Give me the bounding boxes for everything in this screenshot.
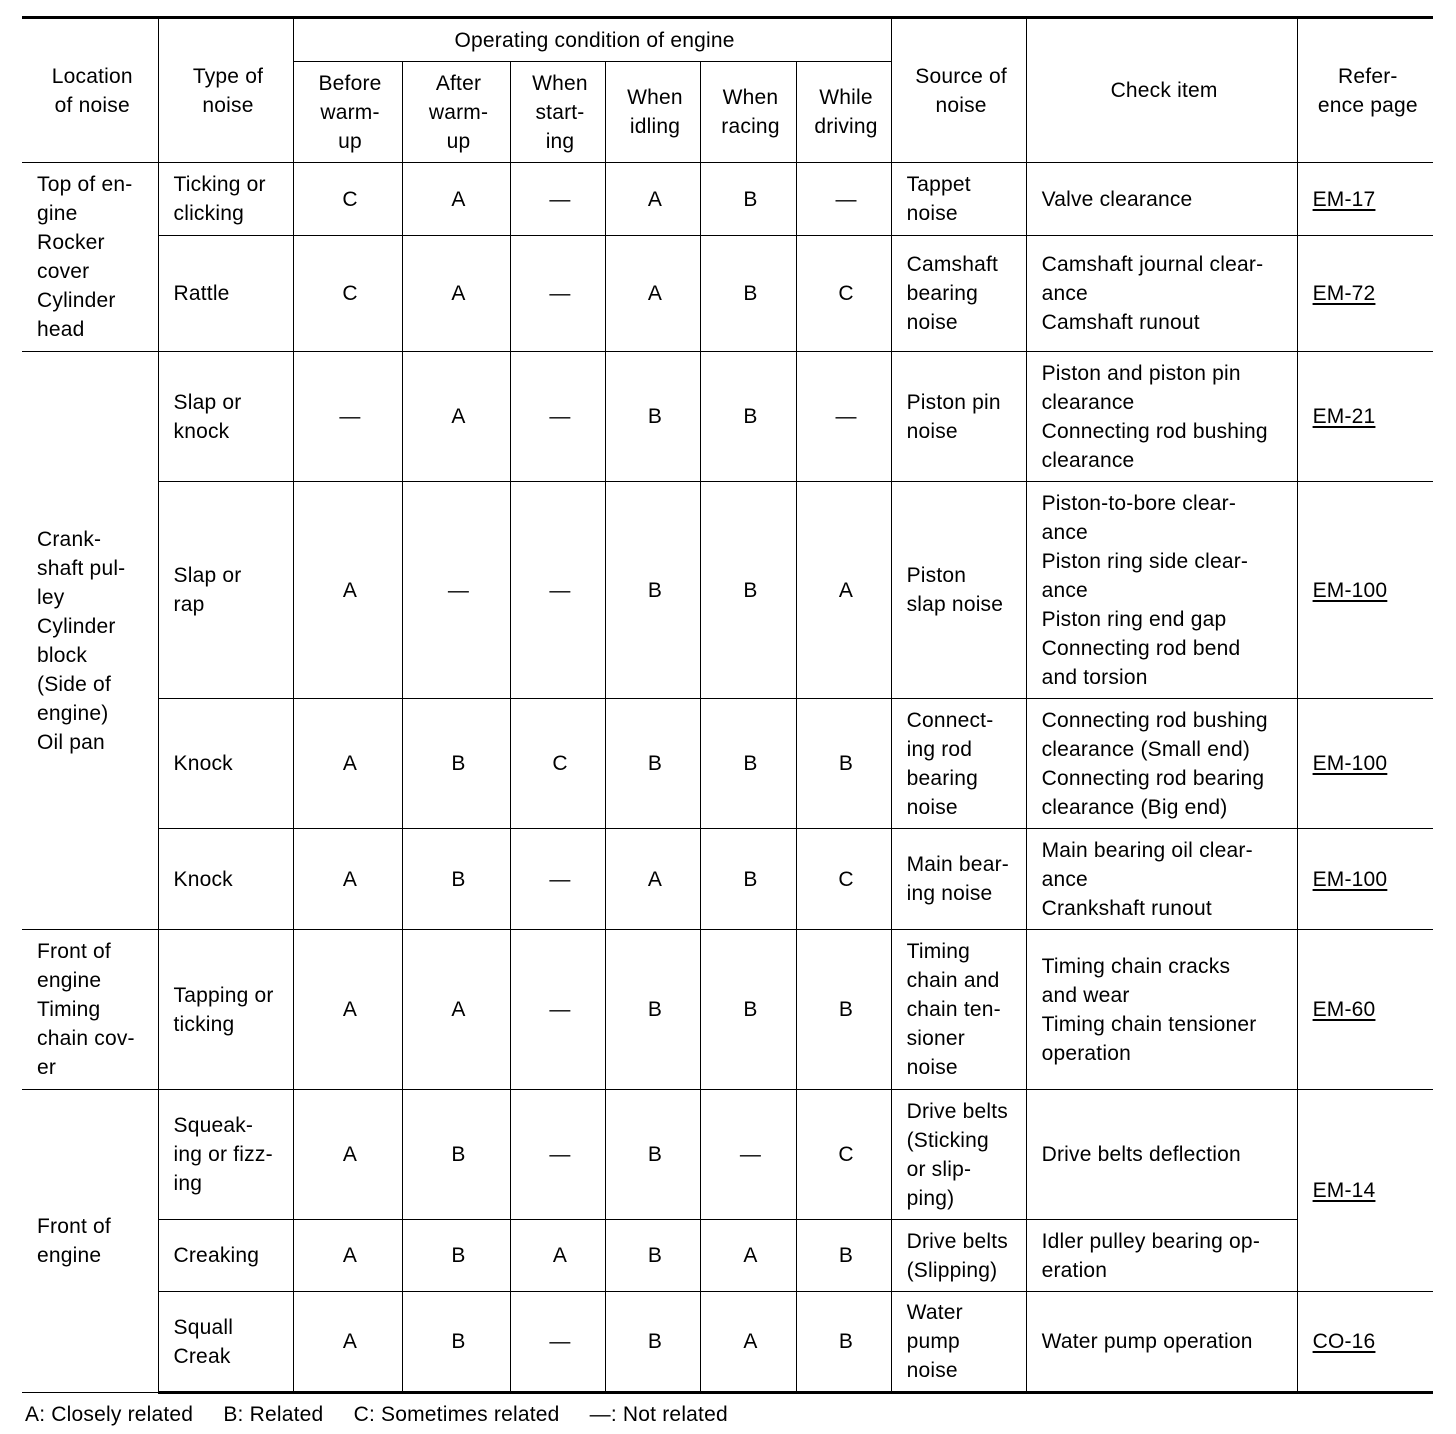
header-when-racing: When racing — [700, 62, 796, 163]
condition-cell: A — [402, 163, 510, 236]
noise-source-cell: Tappet noise — [891, 163, 1026, 236]
condition-cell: B — [700, 236, 796, 352]
check-item-cell: Idler pulley bearing op- eration — [1026, 1220, 1297, 1292]
condition-cell: — — [510, 1090, 605, 1220]
condition-cell: B — [700, 699, 796, 829]
condition-cell: A — [605, 236, 700, 352]
table-row — [22, 1090, 1433, 1220]
noise-type-cell: Rattle — [158, 236, 293, 352]
condition-cell: B — [402, 699, 510, 829]
header-location: Location of noise — [22, 18, 158, 163]
reference-page-cell — [1297, 1090, 1433, 1292]
noise-type-cell: Squeak- ing or fizz- ing — [158, 1090, 293, 1220]
header-type: Type of noise — [158, 18, 293, 163]
noise-source-cell: Piston slap noise — [891, 482, 1026, 699]
reference-page-cell — [1297, 482, 1433, 699]
condition-cell: A — [605, 163, 700, 236]
condition-cell: B — [700, 163, 796, 236]
header-check-item: Check item — [1026, 18, 1297, 163]
condition-cell: B — [605, 1090, 700, 1220]
check-item-cell: Piston-to-bore clear- ance Piston ring side clear- ance Piston ring end gap Connecting rod bend and torsion — [1026, 482, 1297, 699]
condition-cell: — — [510, 1292, 605, 1393]
check-item-cell: Drive belts deflection — [1026, 1090, 1297, 1220]
condition-cell: B — [605, 699, 700, 829]
noise-type-cell: Slap or rap — [158, 482, 293, 699]
reference-page-link[interactable]: EM-72 — [1312, 282, 1376, 305]
condition-cell: A — [293, 930, 402, 1090]
condition-cell: B — [402, 829, 510, 930]
condition-cell: B — [700, 352, 796, 482]
table-row — [22, 482, 1433, 699]
condition-cell: C — [510, 699, 605, 829]
condition-cell: — — [510, 829, 605, 930]
header-reference-page: Refer- ence page — [1297, 18, 1433, 163]
condition-cell: — — [796, 163, 891, 236]
condition-cell: — — [700, 1090, 796, 1220]
condition-cell: A — [605, 829, 700, 930]
condition-cell: C — [796, 829, 891, 930]
condition-cell: B — [700, 930, 796, 1090]
condition-cell: A — [402, 352, 510, 482]
table-row — [22, 1220, 1433, 1292]
condition-cell: A — [293, 1220, 402, 1292]
condition-cell: — — [510, 236, 605, 352]
header-before-warmup: Before warm- up — [293, 62, 402, 163]
table-row — [22, 699, 1433, 829]
condition-cell: A — [293, 1090, 402, 1220]
table-row — [22, 236, 1433, 352]
condition-cell: A — [700, 1292, 796, 1393]
noise-type-cell: Ticking or clicking — [158, 163, 293, 236]
check-item-cell: Water pump operation — [1026, 1292, 1297, 1393]
reference-page-link[interactable]: EM-21 — [1312, 405, 1376, 428]
check-item-cell: Valve clearance — [1026, 163, 1297, 236]
condition-cell: C — [293, 163, 402, 236]
noise-type-cell: Knock — [158, 829, 293, 930]
reference-page-link[interactable]: EM-14 — [1312, 1179, 1376, 1202]
table-row — [22, 930, 1433, 1090]
reference-page-link[interactable]: EM-100 — [1312, 867, 1388, 891]
condition-cell: A — [402, 236, 510, 352]
reference-page-link[interactable]: EM-100 — [1312, 752, 1388, 775]
condition-cell: — — [293, 352, 402, 482]
noise-type-cell: Slap or knock — [158, 352, 293, 482]
condition-cell: A — [796, 482, 891, 699]
condition-cell: A — [293, 1292, 402, 1393]
noise-source-cell: Main bear- ing noise — [891, 829, 1026, 930]
reference-page-cell — [1297, 163, 1433, 236]
condition-cell: B — [605, 352, 700, 482]
noise-source-cell: Drive belts (Slipping) — [891, 1220, 1026, 1292]
check-item-cell: Camshaft journal clear- ance Camshaft runout — [1026, 236, 1297, 352]
condition-cell: A — [510, 1220, 605, 1292]
table-row — [22, 1292, 1433, 1393]
header-when-idling: When idling — [605, 62, 700, 163]
header-source: Source of noise — [891, 18, 1026, 163]
reference-page-cell — [1297, 829, 1433, 930]
header-operating-condition: Operating condition of engine — [293, 18, 891, 62]
condition-cell: B — [402, 1220, 510, 1292]
condition-cell: B — [700, 482, 796, 699]
location-cell: Front of engine Timing chain cov- er — [22, 930, 158, 1090]
reference-page-link[interactable]: EM-100 — [1312, 578, 1388, 602]
condition-cell: B — [796, 699, 891, 829]
condition-cell: — — [402, 482, 510, 699]
reference-page-link[interactable]: EM-60 — [1312, 998, 1376, 1021]
reference-page-cell — [1297, 236, 1433, 352]
condition-cell: — — [796, 352, 891, 482]
condition-cell: A — [700, 1220, 796, 1292]
table-row — [22, 829, 1433, 930]
reference-page-cell — [1297, 352, 1433, 482]
reference-page-cell — [1297, 930, 1433, 1090]
condition-cell: C — [796, 1090, 891, 1220]
condition-cell: B — [605, 930, 700, 1090]
location-cell: Crank- shaft pul- ley Cylinder block (Side of engine) Oil pan — [22, 352, 158, 930]
noise-source-cell: Camshaft bearing noise — [891, 236, 1026, 352]
condition-cell: A — [293, 482, 402, 699]
condition-cell: A — [402, 930, 510, 1090]
check-item-cell: Main bearing oil clear- ance Crankshaft runout — [1026, 829, 1297, 930]
noise-type-cell: Tapping or ticking — [158, 930, 293, 1090]
reference-page-cell — [1297, 1292, 1433, 1393]
location-cell: Front of engine — [22, 1090, 158, 1393]
location-cell: Top of en- gine Rocker cover Cylinder head — [22, 163, 158, 352]
condition-cell: B — [796, 1292, 891, 1393]
noise-source-cell: Timing chain and chain ten- sioner noise — [891, 930, 1026, 1090]
condition-cell: B — [402, 1292, 510, 1393]
condition-cell: — — [510, 352, 605, 482]
reference-page-link[interactable]: CO-16 — [1312, 1330, 1376, 1353]
condition-cell: B — [700, 829, 796, 930]
header-after-warmup: After warm- up — [402, 62, 510, 163]
engine-noise-table — [22, 16, 1433, 1394]
table-body — [22, 163, 1433, 1393]
condition-cell: B — [605, 1220, 700, 1292]
noise-type-cell: Knock — [158, 699, 293, 829]
condition-cell: B — [605, 482, 700, 699]
condition-cell: A — [293, 829, 402, 930]
reference-page-link[interactable]: EM-17 — [1312, 187, 1376, 211]
legend: A: Closely related B: Related C: Sometimes related —: Not related — [25, 1403, 728, 1426]
condition-cell: A — [293, 699, 402, 829]
noise-type-cell: Creaking — [158, 1220, 293, 1292]
condition-cell: C — [293, 236, 402, 352]
condition-cell: B — [796, 930, 891, 1090]
table-row — [22, 163, 1433, 236]
noise-source-cell: Piston pin noise — [891, 352, 1026, 482]
header-when-starting: When start- ing — [510, 62, 605, 163]
table-row — [22, 352, 1433, 482]
condition-cell: — — [510, 163, 605, 236]
check-item-cell: Timing chain cracks and wear Timing chain tensioner operation — [1026, 930, 1297, 1090]
condition-cell: — — [510, 930, 605, 1090]
noise-type-cell: Squall Creak — [158, 1292, 293, 1393]
check-item-cell: Piston and piston pin clearance Connecting rod bushing clearance — [1026, 352, 1297, 482]
condition-cell: — — [510, 482, 605, 699]
reference-page-cell — [1297, 699, 1433, 829]
condition-cell: B — [402, 1090, 510, 1220]
noise-source-cell: Connect- ing rod bearing noise — [891, 699, 1026, 829]
check-item-cell: Connecting rod bushing clearance (Small end) Connecting rod bearing clearance (Big end) — [1026, 699, 1297, 829]
header-while-driving: While driving — [796, 62, 891, 163]
condition-cell: B — [605, 1292, 700, 1393]
condition-cell: C — [796, 236, 891, 352]
noise-source-cell: Drive belts (Sticking or slip- ping) — [891, 1090, 1026, 1220]
condition-cell: B — [796, 1220, 891, 1292]
noise-source-cell: Water pump noise — [891, 1292, 1026, 1393]
